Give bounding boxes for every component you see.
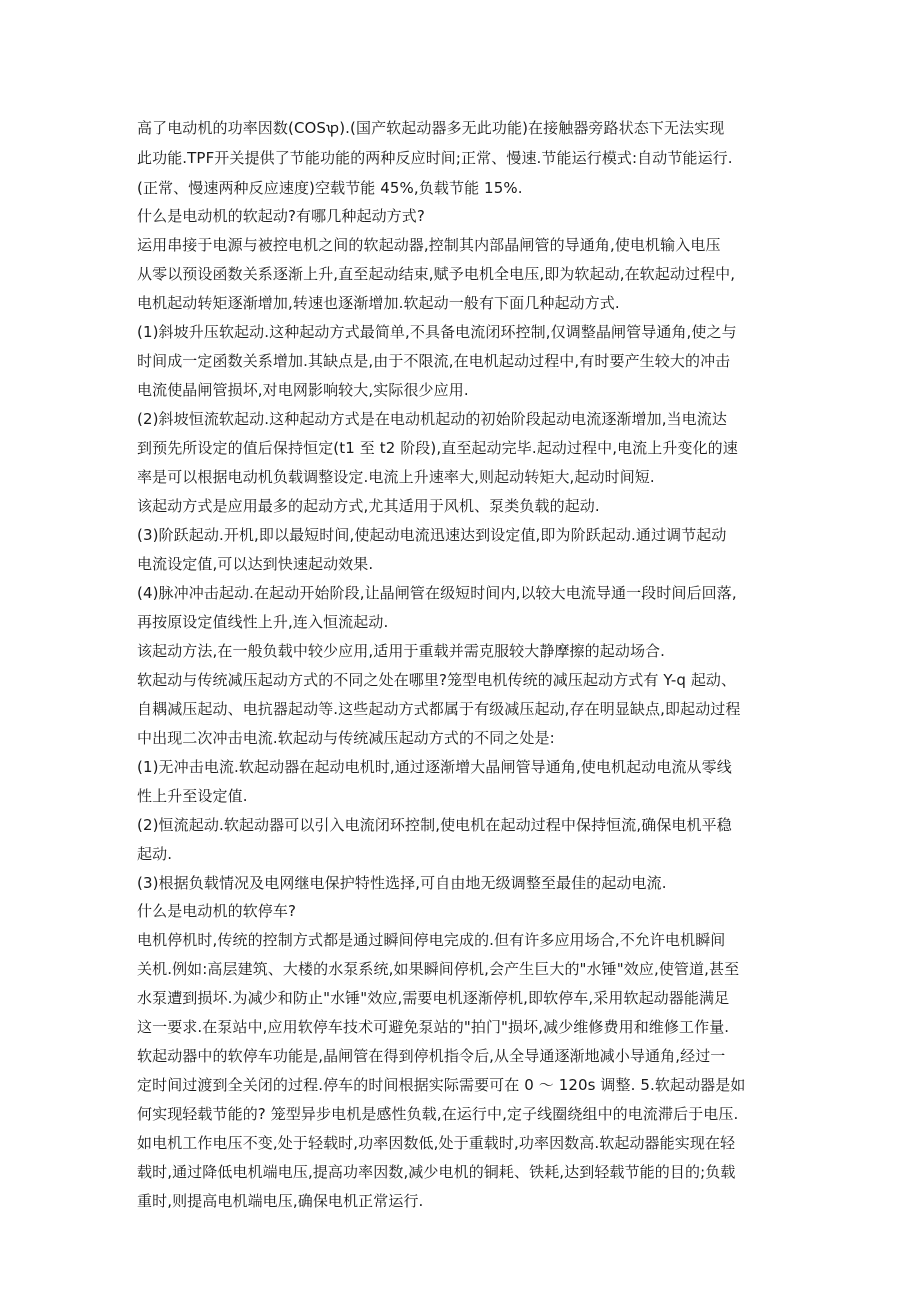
text-line-29: 电机停机时,传统的控制方式都是通过瞬间停电完成的.但有许多应用场合,不允许电机瞬间 [137,931,726,949]
text-line-21: 自耦减压起动、电抗器起动等.这些起动方式都属于有级减压起动,存在明显缺点,即起动过程 [137,700,741,718]
text-line-33: 软起动器中的软停车功能是,晶闸管在得到停机指令后,从全导通逐渐地减小导通角,经过一 [137,1047,726,1065]
text-line-1: 高了电动机的功率因数(COSꝕ).(国产软起动器多无此功能)在接触器旁路状态下无法实现 [137,119,725,137]
text-line-19: 该起动方法,在一般负载中较少应用,适用于重载并需克服较大静摩擦的起动场合. [137,642,666,660]
text-line-12: 到预先所设定的值后保持恒定(t1 至 t2 阶段),直至起动完毕.起动过程中,电流上升变化的速 [137,439,738,457]
text-line-30: 关机.例如:高层建筑、大楼的水泵系统,如果瞬间停机,会产生巨大的"水锤"效应,使管道,甚至 [137,960,740,978]
text-line-34: 定时间过渡到全关闭的过程.停车的时间根据实际需要可在 0 ～ 120s 调整. 5.软起动器是如 [137,1076,746,1094]
text-line-22: 中出现二次冲击电流.软起动与传统减压起动方式的不同之处是: [137,729,555,747]
text-line-27: (3)根据负载情况及电网继电保护特性选择,可自由地无级调整至最佳的起动电流. [137,874,667,892]
text-line-25: (2)恒流起动.软起动器可以引入电流闭环控制,使电机在起动过程中保持恒流,确保电机平稳 [137,816,732,834]
text-line-15: (3)阶跃起动.开机,即以最短时间,使起动电流迅速达到设定值,即为阶跃起动.通过调节起动 [137,526,727,544]
text-line-4: 什么是电动机的软起动?有哪几种起动方式? [137,207,425,225]
text-line-10: 电流使晶闸管损坏,对电网影响较大,实际很少应用. [137,381,469,399]
text-line-23: (1)无冲击电流.软起动器在起动电机时,通过逐渐增大晶闸管导通角,使电机起动电流从零线 [137,758,732,776]
text-line-13: 率是可以根据电动机负载调整设定.电流上升速率大,则起动转矩大,起动时间短. [137,468,655,486]
text-line-14: 该起动方式是应用最多的起动方式,尤其适用于风机、泵类负载的起动. [137,497,600,515]
text-line-26: 起动. [137,845,173,863]
text-line-7: 电机起动转矩逐渐增加,转速也逐渐增加.软起动一般有下面几种起动方式. [137,294,620,312]
text-line-38: 重时,则提高电机端电压,确保电机正常运行. [137,1192,424,1210]
text-line-36: 如电机工作电压不变,处于轻载时,功率因数低,处于重载时,功率因数高.软起动器能实现在轻 [137,1134,736,1152]
text-line-37: 载时,通过降低电机端电压,提高功率因数,减少电机的铜耗、铁耗,达到轻载节能的目的;负载 [137,1163,736,1181]
text-line-24: 性上升至设定值. [137,787,248,805]
text-line-5: 运用串接于电源与被控电机之间的软起动器,控制其内部晶闸管的导通角,使电机输入电压 [137,236,721,254]
text-line-9: 时间成一定函数关系增加.其缺点是,由于不限流,在电机起动过程中,有时要产生较大的冲击 [137,352,731,370]
text-line-8: (1)斜坡升压软起动.这种起动方式最简单,不具备电流闭环控制,仅调整晶闸管导通角,使之与 [137,323,737,341]
text-line-32: 这一要求.在泵站中,应用软停车技术可避免泵站的"拍门"损坏,减少维修费用和维修工作量. [137,1018,730,1036]
text-line-16: 电流设定值,可以达到快速起动效果. [137,555,374,573]
text-line-17: (4)脉冲冲击起动.在起动开始阶段,让晶闸管在级短时间内,以较大电流导通一段时间后回落, [137,584,737,602]
text-line-31: 水泵遭到损坏.为减少和防止"水锤"效应,需要电机逐渐停机,即软停车,采用软起动器能满足 [137,989,730,1007]
text-line-2: 此功能.TPF开关提供了节能功能的两种反应时间;正常、慢速.节能运行模式:自动节能运行. [137,149,733,167]
text-line-35: 何实现轻载节能的? 笼型异步电机是感性负载,在运行中,定子线圈绕组中的电流滞后于电压. [137,1105,739,1123]
text-line-3: (正常、慢速两种反应速度)空载节能 45%,负载节能 15%. [137,179,523,197]
text-line-6: 从零以预设函数关系逐渐上升,直至起动结束,赋予电机全电压,即为软起动,在软起动过程中, [137,265,736,283]
text-line-20: 软起动与传统减压起动方式的不同之处在哪里?笼型电机传统的减压起动方式有 Y-q 起动、 [137,671,737,689]
text-line-18: 再按原设定值线性上升,连入恒流起动. [137,613,389,631]
text-line-28: 什么是电动机的软停车? [137,902,297,920]
text-line-11: (2)斜坡恒流软起动.这种起动方式是在电动机起动的初始阶段起动电流逐渐增加,当电流达 [137,410,727,428]
